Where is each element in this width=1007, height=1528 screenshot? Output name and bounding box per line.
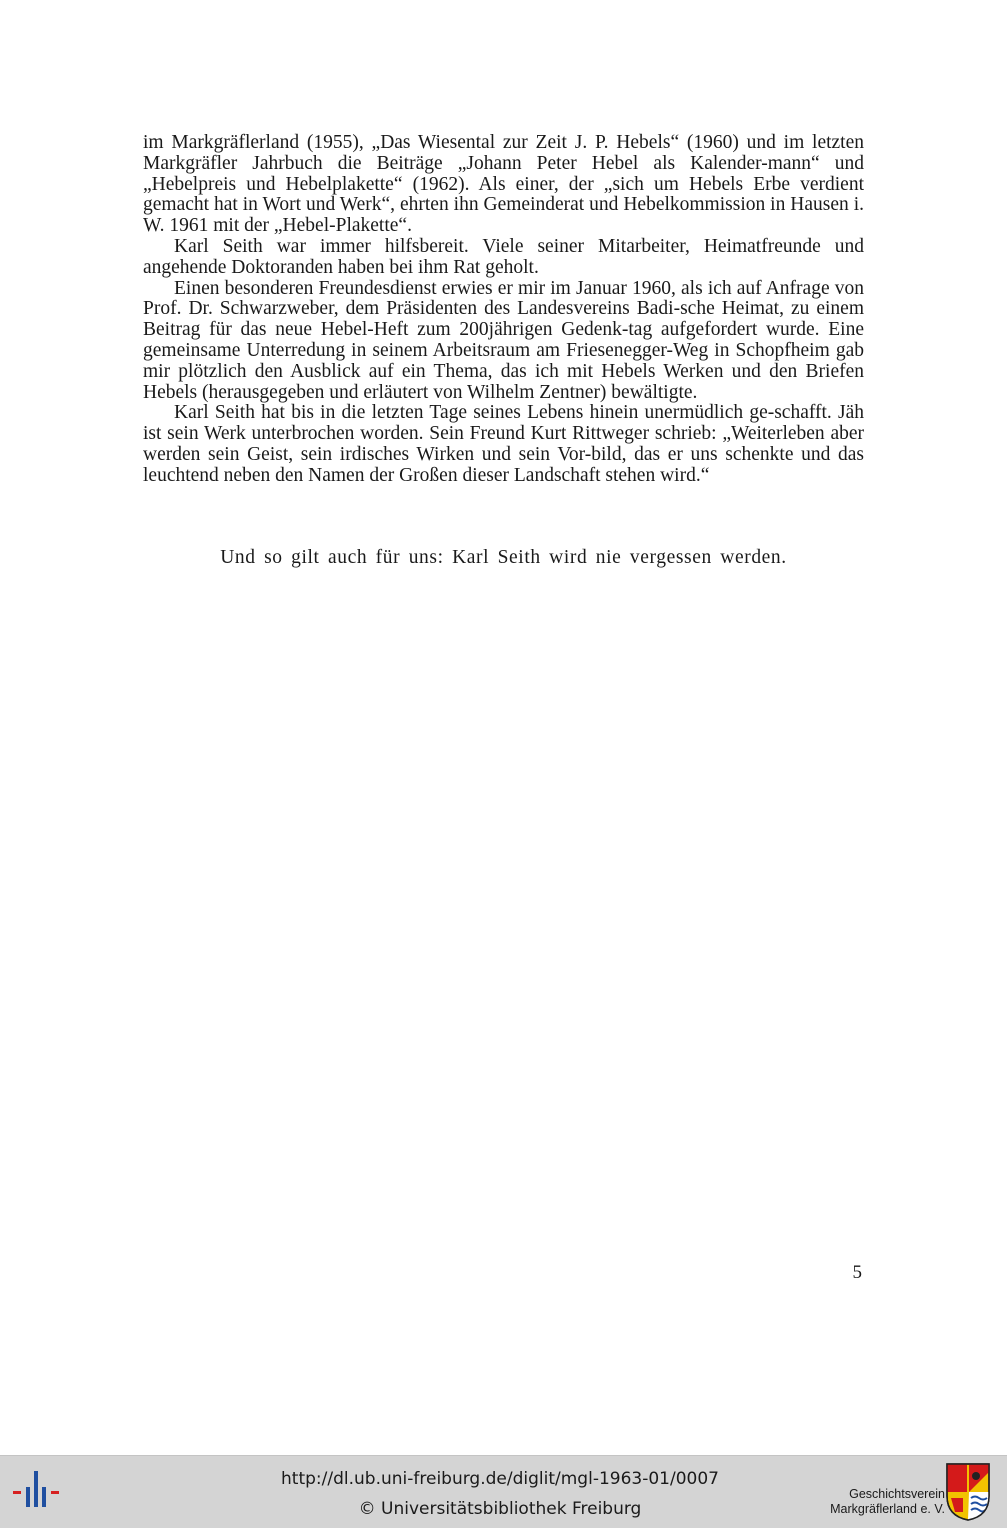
page-number: 5 (852, 1262, 862, 1283)
ub-freiburg-logo-icon[interactable] (10, 1469, 66, 1515)
permalink-url[interactable]: http://dl.ub.uni-freiburg.de/diglit/mgl-1963-01/0007 (281, 1469, 719, 1489)
paragraph-2: Karl Seith war immer hilfsbereit. Viele seiner Mitarbeiter, Heimatfreunde und angehende Doktoranden haben bei ihm Rat geholt. (143, 235, 864, 278)
coat-of-arms-icon (945, 1462, 991, 1522)
paragraph-3: Einen besonderen Freundesdienst erwies er mir im Januar 1960, als ich auf Anfrage von Prof. Dr. Schwarzweber, dem Präsidenten des Landesvereins Badi-sche Heimat, zu einem Beitrag für das neue Hebel-Heft zum 200jährigen Gedenk-tag aufgefordert wurde. Eine gemeinsame Unterredung in seinem Arbeitsraum am Friesenegger-Weg in Schopfheim gab mir plötzlich den Ausblick auf ein Thema, das ich mit Hebels Werken und den Briefen Hebels (herausgegeben und erläutert von Wilhelm Zentner) bewältigte. (143, 277, 864, 403)
paragraph-4: Karl Seith hat bis in die letzten Tage seines Lebens hinein unermüdlich ge-schafft. Jäh ist sein Werk unterbrochen worden. Sein Freund Kurt Rittweger schrieb: „Weiterleben aber werden sein Geist, sein irdisches Wirken und sein Vor-bild, das er uns schenkte und das leuchtend neben den Namen der Großen dieser Landschaft stehen wird.“ (143, 402, 864, 486)
society-name (800, 1487, 945, 1517)
copyright-notice: © Universitätsbibliothek Freiburg (358, 1499, 642, 1519)
society-line-2: Markgräflerland e. V. (830, 1502, 945, 1516)
closing-line: Und so gilt auch für uns: Karl Seith wird nie vergessen werden. (220, 547, 787, 568)
society-line-1: Geschichtsverein (849, 1487, 945, 1501)
body-text (143, 133, 864, 487)
footer-bar (0, 1455, 1007, 1528)
paragraph-1: im Markgräflerland (1955), „Das Wiesental zur Zeit J. P. Hebels“ (1960) und im letzten Markgräfler Jahrbuch die Beiträge „Johann Peter Hebel als Kalender-mann“ und „Hebelpreis und Hebelplakette“ (1962). Als einer, der „sich um Hebels Erbe verdient gemacht hat in Wort und Werk“, ehrten ihn Gemeinderat und Hebelkommission in Hausen i. W. 1961 mit der „Hebel-Plakette“. (143, 132, 864, 237)
